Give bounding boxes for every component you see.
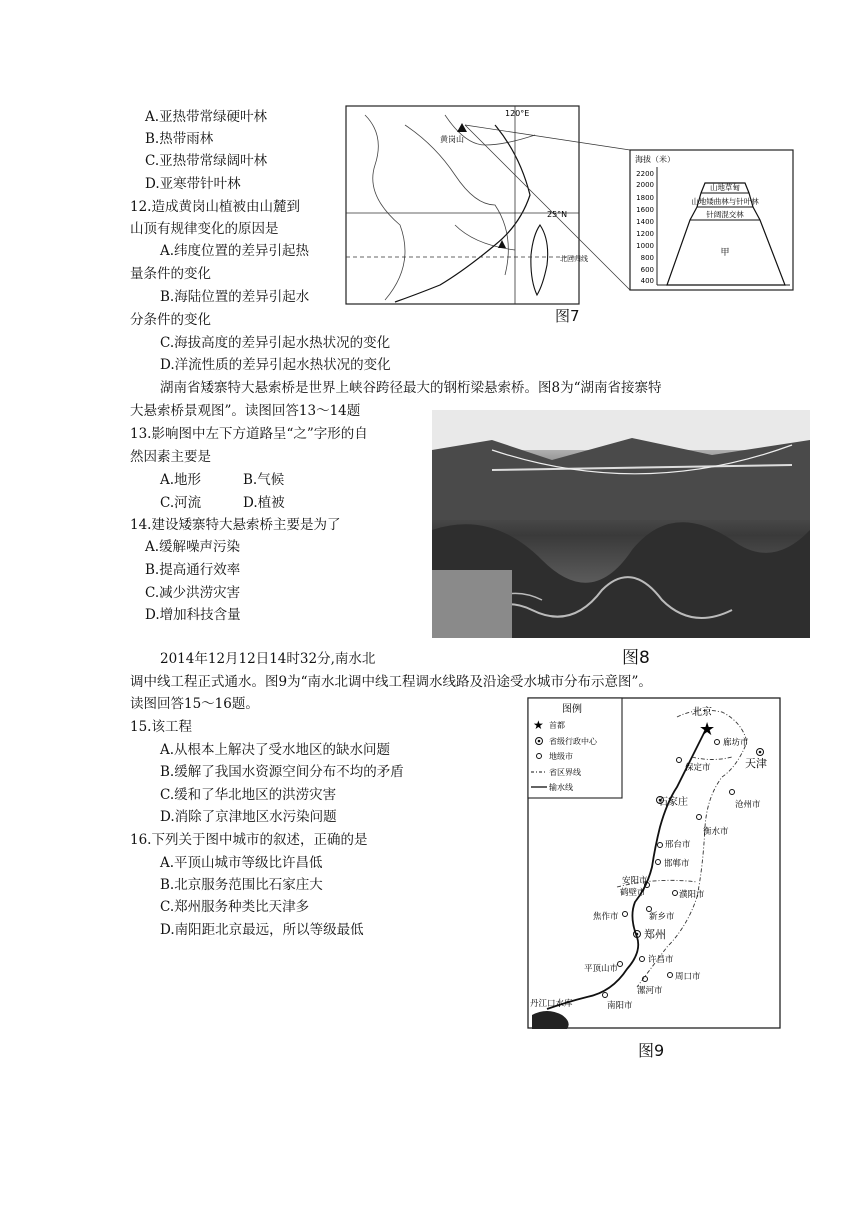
- zone-meadow: 山地草甸: [710, 183, 740, 192]
- q12-stem-cont: 山顶有规律变化的原因是: [130, 221, 279, 237]
- intro-15-16-cont2: 读图回答15～16题。: [130, 696, 259, 712]
- intro-15-16-cont: 调中线工程正式通水。图9为“南水北调中线工程调水线路及沿途受水城市分布示意图”。: [130, 674, 652, 690]
- city-beijing: 北京: [692, 707, 712, 718]
- q16-option-a: A.平顶山城市等级比许昌低: [160, 855, 323, 871]
- city-hengshui: 衡水市: [703, 827, 729, 837]
- q14-option-b: B.提高通行效率: [145, 562, 241, 578]
- city-tianjin: 天津: [745, 757, 767, 770]
- q15-option-a: A.从根本上解决了受水地区的缺水问题: [160, 742, 391, 758]
- capital-star-icon: ★: [533, 718, 544, 732]
- legend-boundary: 省区界线: [549, 768, 581, 777]
- legend-canal: 输水线: [549, 783, 573, 792]
- q16-option-c: C.郑州服务种类比天津多: [160, 899, 310, 915]
- city-zhoukou: 周口市: [675, 972, 701, 982]
- q16-option-d: D.南阳距北京最远，所以等级最低: [160, 922, 364, 938]
- q15-option-c: C.缓和了华北地区的洪涝灾害: [160, 787, 337, 803]
- legend-provincial: 省级行政中心: [549, 737, 597, 746]
- tick-1400: 1400: [636, 218, 654, 226]
- q12-option-a-cont: 量条件的变化: [130, 266, 211, 282]
- profile-ylabel: 海拔（米）: [635, 155, 675, 164]
- figure-7: [345, 105, 795, 335]
- q12-option-c: C.海拔高度的差异引起水热状况的变化: [160, 335, 391, 351]
- peak-label: 黄岗山: [440, 135, 464, 144]
- city-langfang: 廊坊市: [723, 738, 749, 748]
- tick-1200: 1200: [636, 230, 654, 238]
- legend-prefecture: 地级市: [549, 752, 573, 761]
- city-xuchang: 许昌市: [648, 955, 674, 965]
- q12-stem: 12.造成黄岗山植被由山麓到: [130, 199, 300, 215]
- tick-600: 600: [640, 266, 654, 274]
- lon-label: 120°E: [505, 109, 530, 118]
- q16-option-b: B.北京服务范围比石家庄大: [160, 877, 323, 893]
- figure-8-photo: [432, 410, 810, 638]
- q14-stem: 14.建设矮寨特大悬索桥主要是为了: [130, 517, 341, 533]
- q13-option-b: B.气候: [243, 472, 285, 488]
- city-baoding: 保定市: [685, 763, 711, 773]
- q15-option-d: D.消除了京津地区水污染问题: [160, 809, 337, 825]
- city-hebi: 鹤壁市: [620, 888, 646, 898]
- q15-stem: 15.该工程: [130, 719, 192, 735]
- q13-stem-cont: 然因素主要是: [130, 449, 211, 465]
- q14-option-d: D.增加科技含量: [145, 607, 241, 623]
- figure-9: [527, 697, 783, 1033]
- tick-800: 800: [640, 254, 654, 262]
- tick-1600: 1600: [636, 206, 654, 214]
- q11-option-d: D.亚寒带针叶林: [145, 176, 241, 192]
- city-luohe: 漯河市: [637, 986, 663, 996]
- q14-option-c: C.减少洪涝灾害: [145, 585, 241, 601]
- figure-7-caption: 图7: [555, 307, 580, 325]
- tick-1800: 1800: [636, 194, 654, 202]
- zone-elfin-forest: 山地矮曲林与针叶林: [691, 197, 759, 206]
- q12-option-b: B.海陆位置的差异引起水: [160, 289, 310, 305]
- city-nanyang: 南阳市: [607, 1001, 633, 1011]
- city-xingtai: 邢台市: [665, 840, 691, 850]
- beijing-star-icon: ★: [699, 719, 716, 740]
- city-zhengzhou: 郑州: [644, 928, 666, 941]
- q15-option-b: B.缓解了我国水资源空间分布不均的矛盾: [160, 764, 404, 780]
- q14-option-a: A.缓解噪声污染: [145, 539, 241, 555]
- figure-8-caption: 图8: [622, 648, 650, 668]
- city-jiaozuo: 焦作市: [593, 912, 619, 922]
- tick-2200: 2200: [636, 170, 654, 178]
- q16-stem: 16.下列关于图中城市的叙述，正确的是: [130, 832, 368, 848]
- city-xinxiang: 新乡市: [649, 912, 675, 922]
- city-puyang: 濮阳市: [679, 890, 705, 900]
- intro-15-16: 2014年12月12日14时32分,南水北: [160, 651, 376, 667]
- q13-option-d: D.植被: [243, 495, 285, 511]
- figure-9-caption: 图9: [638, 1041, 665, 1060]
- city-pingdingshan: 平顶山市: [584, 964, 619, 974]
- city-anyang: 安阳市: [622, 876, 648, 886]
- q11-option-c: C.亚热带常绿阔叶林: [145, 153, 268, 169]
- q13-stem: 13.影响图中左下方道路呈“之”字形的自: [130, 426, 368, 442]
- lat-label: 25°N: [547, 210, 568, 219]
- q11-option-b: B.热带雨林: [145, 131, 214, 147]
- city-cangzhou: 沧州市: [735, 800, 761, 810]
- legend-capital: 首都: [549, 721, 565, 730]
- label-danjiangkou: 丹江口水库: [530, 999, 573, 1009]
- tick-2000: 2000: [636, 181, 654, 189]
- city-shijiazhuang: 石家庄: [658, 797, 688, 808]
- city-handan: 邯郸市: [664, 859, 690, 869]
- legend-title: 图例: [562, 704, 582, 715]
- zone-mixed-forest: 针阔混交林: [706, 210, 744, 219]
- intro-13-14: 湖南省矮寨特大悬索桥是世界上峡谷跨径最大的钢桁梁悬索桥。图8为“湖南省接寨特: [160, 380, 662, 396]
- q13-option-c: C.河流: [160, 495, 202, 511]
- q11-option-a: A.亚热带常绿硬叶林: [145, 109, 268, 125]
- q12-option-b-cont: 分条件的变化: [130, 312, 211, 328]
- q12-option-d: D.洋流性质的差异引起水热状况的变化: [160, 357, 391, 373]
- q13-option-a: A.地形: [160, 472, 202, 488]
- tropic-label: 北回归线: [560, 255, 588, 263]
- zone-jia: 甲: [720, 248, 730, 258]
- tick-1000: 1000: [636, 242, 654, 250]
- tick-400: 400: [640, 277, 654, 285]
- intro-13-14-cont: 大悬索桥景观图”。读图回答13～14题: [130, 403, 361, 419]
- q12-option-a: A.纬度位置的差异引起热: [160, 243, 310, 259]
